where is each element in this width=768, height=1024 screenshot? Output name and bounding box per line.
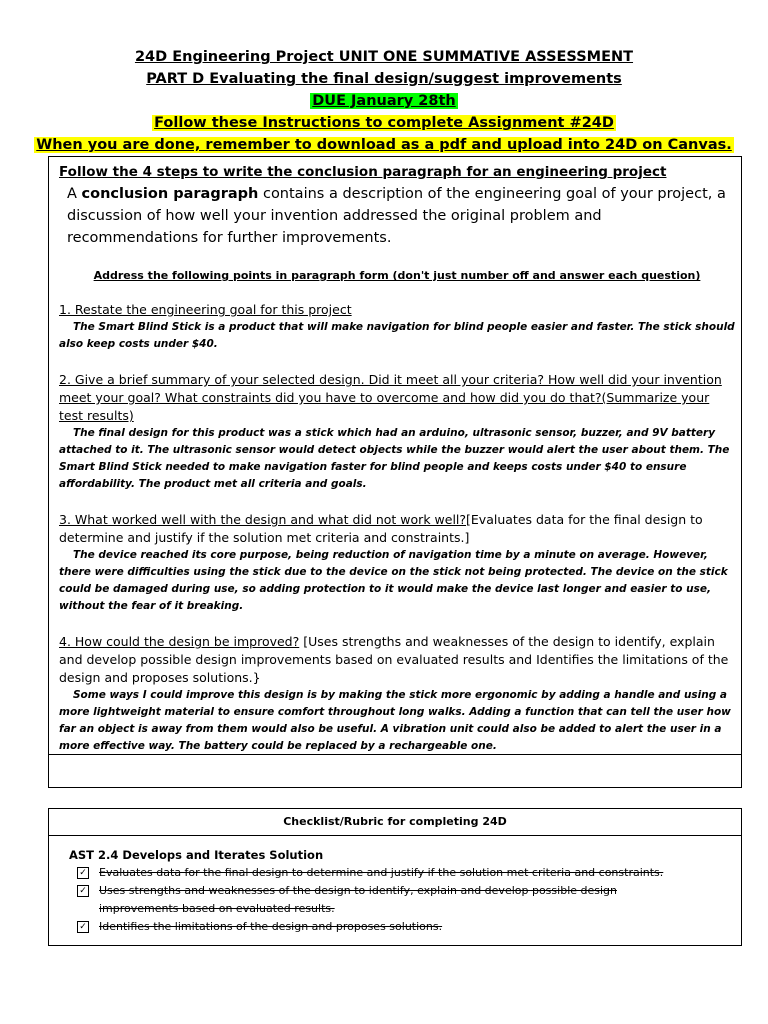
question-1: [59, 301, 735, 319]
question-2-prompt: 2. Give a brief summary of your selected design. Did it meet all your criteria? How well did your invention meet your goal? What constraints did you have to overcome and how did you do that?(Summarize your test results): [59, 372, 722, 423]
intro-rest: contains a description of the engineering goal of your project, a discussion of how well your invention addressed the original problem and recommendations for further improvements.: [67, 186, 726, 246]
answer-4: Some ways I could improve this design is by making the stick more ergonomic by adding a handle and using a more lightweight material to ensure comfort throughout long walks. Adding a function that can tell the user how far an object is away from them would also be useful. A vibration unit could also be added to alert the user in a more effective way. The battery could be replaced by a rechargeable one.: [59, 689, 731, 752]
checked-box-icon[interactable]: ✓: [77, 921, 89, 933]
address-instruction: Address the following points in paragraph form (don't just number off and answer each question): [93, 269, 701, 282]
instructions-line: Follow these Instructions to complete Assignment #24D: [154, 115, 614, 131]
upload-line: When you are done, remember to download as a pdf and upload into 24D on Canvas.: [36, 137, 732, 153]
checklist-item[interactable]: [77, 918, 741, 936]
assessment-title: 24D Engineering Project UNIT ONE SUMMATIVE ASSESSMENT: [134, 49, 634, 65]
box-divider: [49, 754, 741, 755]
question-4-rest: [Uses strengths and weaknesses of the design to identify, explain and develop possible design improvements based on evaluated results and Identifies the limitations of the design and proposes solutions.}: [59, 634, 729, 685]
question-2: [59, 371, 735, 425]
question-3-rest: [Evaluates data for the final design to determine and justify if the solution met criteria and constraints.]: [59, 512, 703, 545]
ast-heading: AST 2.4 Develops and Iterates Solution: [69, 848, 324, 862]
checklist-item[interactable]: [77, 882, 741, 918]
answer-3: The device reached its core purpose, being reduction of navigation time by a minute on average. However, there were difficulties using the stick due to the device on the stick not being protected. The device on the stick could be damaged during use, so adding protection to it would make the device last longer and easier to use, without the fear of it breaking.: [59, 549, 728, 612]
intro-bold-term: conclusion paragraph: [81, 186, 259, 202]
document-header: [0, 46, 768, 156]
answer-1: The Smart Blind Stick is a product that will make navigation for blind people easier and faster. The stick should also keep costs under $40.: [59, 321, 735, 350]
checklist-item-text: Identifies the limitations of the design and proposes solutions.: [99, 920, 443, 933]
intro-paragraph: [67, 183, 735, 249]
steps-title: Follow the 4 steps to write the conclusion paragraph for an engineering project: [59, 164, 667, 180]
checklist-item[interactable]: [77, 864, 741, 882]
part-title: PART D Evaluating the final design/suggest improvements: [146, 71, 622, 87]
rubric-box: [48, 808, 742, 946]
checklist-item-text: Uses strengths and weaknesses of the design to identify, explain and develop possible design improvements based on evaluated results.: [99, 884, 617, 915]
rubric-title: Checklist/Rubric for completing 24D: [49, 809, 741, 836]
conclusion-box: [48, 156, 742, 788]
question-4: [59, 633, 735, 687]
checklist-item-text: Evaluates data for the final design to determine and justify if the solution met criteria and constraints.: [99, 866, 664, 879]
question-3-prompt: 3. What worked well with the design and what did not work well?: [59, 512, 467, 527]
question-3: [59, 511, 735, 547]
due-date: DUE January 28th: [312, 93, 456, 109]
checked-box-icon[interactable]: ✓: [77, 867, 89, 879]
checked-box-icon[interactable]: ✓: [77, 885, 89, 897]
question-4-prompt: 4. How could the design be improved?: [59, 634, 300, 649]
question-1-prompt: 1. Restate the engineering goal for this project: [59, 302, 352, 317]
intro-prefix: A: [67, 186, 82, 202]
answer-2: The final design for this product was a stick which had an arduino, ultrasonic sensor, buzzer, and 9V battery attached to it. The ultrasonic sensor would detect objects while the buzzer would alert the user about them. The Smart Blind Stick needed to make navigation faster for blind people and keeps costs under $40 to ensure affordability. The product met all criteria and goals.: [59, 427, 730, 490]
